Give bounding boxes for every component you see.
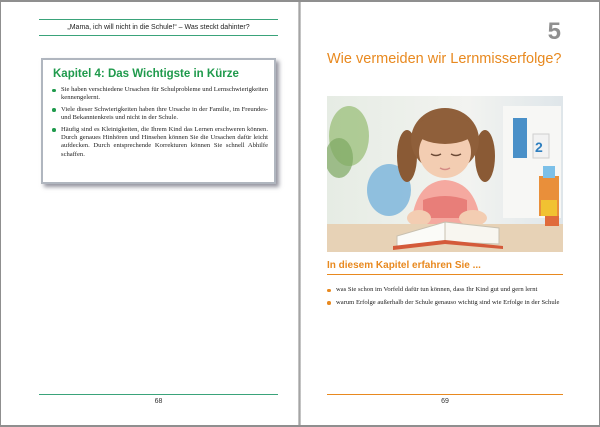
summary-box [41, 58, 276, 184]
summary-item-text: Sie haben verschiedene Ursachen für Schulprobleme und Lernschwierigkeiten kennengelernt. [61, 86, 268, 102]
page-number: 69 [441, 398, 449, 405]
learn-list [327, 286, 563, 311]
photo-illustration [327, 96, 563, 252]
footer-rule [39, 394, 278, 395]
learn-item [327, 299, 563, 308]
left-page [1, 2, 298, 425]
page-number: 68 [154, 398, 163, 405]
section-heading: In diesem Kapitel erfahren Sie ... [327, 260, 481, 271]
bullet-icon [327, 289, 331, 293]
running-head: „Mama, ich will nicht in die Schule!“ – Was steckt dahinter? [39, 19, 278, 36]
summary-item-text: Häufig sind es Kleinigkeiten, die Ihrem Kind das Lernen erschweren können. Durch genaues Hinhören und Hinsehen können Sie die Ursachen dafür leicht aufdecken. Durch entsprechende Korrekturen können Sie schnell Abhilfe schaffen. [61, 125, 268, 158]
learn-item [327, 286, 563, 295]
girl-reading-book-photo [327, 96, 563, 252]
chapter-title: Wie vermeiden wir Lernmisserfolge? [327, 51, 562, 67]
section-rule [327, 274, 563, 275]
summary-title: Kapitel 4: Das Wichtigste in Kürze [53, 68, 239, 80]
summary-item [52, 106, 268, 123]
book-spread [1, 2, 599, 425]
svg-text:2: 2 [535, 139, 543, 155]
bullet-icon [52, 108, 56, 112]
footer-rule [327, 394, 563, 395]
right-page [301, 2, 599, 425]
summary-list [52, 86, 268, 162]
summary-item-text: Viele dieser Schwierigkeiten haben ihre Ursache in der Familie, im Freundes- und Bekanntenkreis und nicht in der Schule. [61, 105, 268, 122]
learn-item-text: warum Erfolge außerhalb der Schule genauso wichtig sind wie Erfolge in der Schule [336, 298, 560, 306]
bullet-icon [327, 301, 331, 305]
learn-item-text: was Sie schon im Vorfeld dafür tun können, dass Ihr Kind gut und gern lernt [336, 286, 538, 293]
summary-item [52, 86, 268, 103]
chapter-number: 5 [547, 18, 561, 45]
summary-item [52, 126, 268, 160]
bullet-icon [52, 89, 56, 93]
bullet-icon [52, 128, 56, 132]
